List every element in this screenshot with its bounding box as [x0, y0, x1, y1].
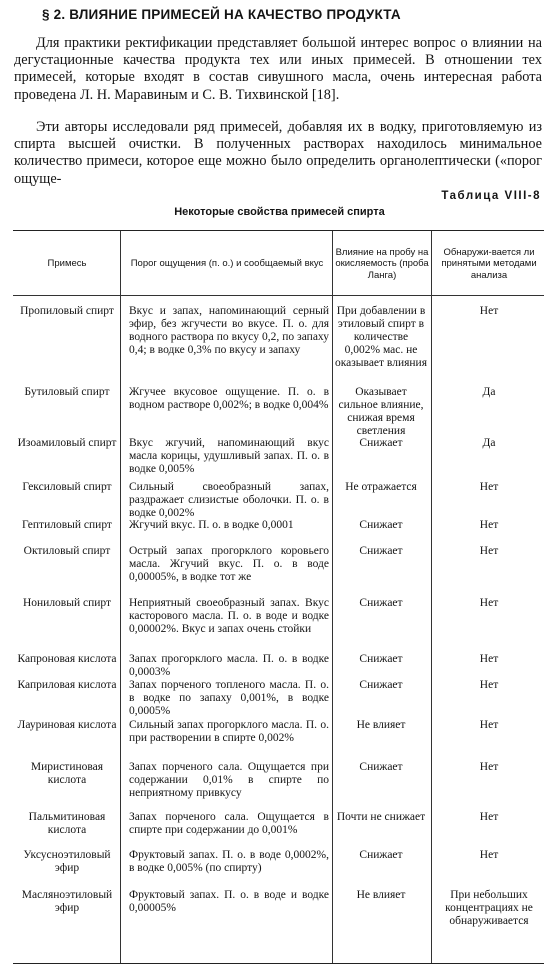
- row-name: Гептиловый спирт: [22, 519, 112, 531]
- row-lang: Не отражается: [345, 481, 417, 493]
- row-name: Уксусноэтиловый эфир: [23, 849, 111, 874]
- row-name: Масляноэтиловый эфир: [21, 889, 113, 914]
- table-divider: [332, 231, 333, 963]
- row-lang: Снижает: [359, 653, 403, 665]
- row-detected: Нет: [479, 811, 499, 823]
- row-threshold: Острый запах прогорклого коровьего масла. Жгучий вкус. П. о. в воде 0,00005%, в водке тот же: [129, 545, 329, 583]
- row-name: Миристиновая кислота: [30, 761, 104, 786]
- row-lang: Не влияет: [356, 889, 406, 901]
- row-threshold: Жгучее вкусовое ощущение. П. о. в водном растворе 0,002%; в водке 0,004%: [129, 386, 329, 411]
- row-threshold: Сильный своеобразный запах, раздражает слизистые оболочки. П. о. в водке 0,002%: [129, 481, 329, 519]
- table-caption: Таблица VIII-8: [441, 190, 541, 202]
- header-lang: Влияние на пробу на окисляемость (проба Ланга): [335, 246, 429, 281]
- header-detected: Обнаружи-вается ли принятыми методами анализа: [441, 246, 537, 281]
- row-detected: Да: [482, 386, 496, 398]
- impurities-table: [13, 230, 544, 964]
- header-rule: [13, 295, 544, 296]
- row-detected: Нет: [479, 481, 499, 493]
- row-name: Пропиловый спирт: [20, 305, 114, 317]
- row-detected: Нет: [479, 519, 499, 531]
- table-divider: [120, 231, 121, 963]
- row-lang: Оказывает сильное влияние, снижая время светления: [338, 386, 424, 437]
- row-threshold: Жгучий вкус. П. о. в водке 0,0001: [129, 519, 294, 531]
- row-detected: Нет: [479, 849, 499, 861]
- row-lang: Не влияет: [356, 719, 406, 731]
- row-threshold: Запах прогорклого масла. П. о. в водке 0,0003%: [129, 653, 329, 678]
- row-lang: Снижает: [359, 437, 403, 449]
- header-impurity: Примесь: [47, 258, 87, 270]
- row-name: Лауриновая кислота: [17, 719, 117, 731]
- row-lang: Снижает: [359, 679, 403, 691]
- row-threshold: Запах порченого топленого масла. П. о. в водке по запаху 0,001%, в водке 0,0005%: [129, 679, 329, 717]
- row-lang: Снижает: [359, 545, 403, 557]
- row-threshold: Фруктовый запах. П. о. в воде и водке 0,00005%: [129, 889, 329, 914]
- section-heading: § 2. ВЛИЯНИЕ ПРИМЕСЕЙ НА КАЧЕСТВО ПРОДУКТА: [42, 7, 401, 22]
- row-name: Бутиловый спирт: [24, 386, 110, 398]
- row-detected: Нет: [479, 719, 499, 731]
- row-lang: Снижает: [359, 519, 403, 531]
- row-name: Пальмитиновая кислота: [28, 811, 106, 836]
- row-lang: Снижает: [359, 849, 403, 861]
- paragraph-1: Для практики ректификации представляет большой интерес вопрос о влиянии на дегустационные качества продукта тех или иных примесей. В отношении тех примесей, которые входят в состав сивушного масла, очень интересная работа проведена Л. Н. Маравиным и С. В. Тихвинской [18].: [14, 35, 542, 103]
- row-threshold: Запах порченого сала. Ощущается в спирте при содержании до 0,001%: [129, 811, 329, 836]
- row-threshold: Вкус жгучий, напоминающий вкус масла корицы, удушливый запах. П. о. в водке 0,005%: [129, 437, 329, 475]
- row-threshold: Сильный запах прогорклого масла. П. о. при растворении в спирте 0,002%: [129, 719, 329, 744]
- table-divider: [431, 231, 432, 963]
- row-threshold: Запах порченого сала. Ощущается при содержании 0,01% в спирте по неприятному привкусу: [129, 761, 329, 799]
- row-detected: При небольших концентрациях не обнаруживается: [445, 889, 533, 927]
- row-detected: Нет: [479, 597, 499, 609]
- paragraph-2: Эти авторы исследовали ряд примесей, добавляя их в водку, приготовляемую из спирта высшей очистки. В полученных растворах находилось минимальное количество примеси, которое еще можно было определить органолептически («порог ощуще-: [14, 119, 542, 187]
- row-name: Октиловый спирт: [23, 545, 111, 557]
- row-detected: Нет: [479, 305, 499, 317]
- row-name: Изоамиловый спирт: [17, 437, 117, 449]
- row-lang: Снижает: [359, 597, 403, 609]
- table-title: Некоторые свойства примесей спирта: [174, 206, 385, 218]
- row-threshold: Фруктовый запах. П. о. в воде 0,0002%, в водке 0,005% (по спирту): [129, 849, 329, 874]
- row-lang: При добавлении в этиловый спирт в количестве 0,002% мас. не оказывает влияния: [335, 305, 427, 369]
- row-name: Каприловая кислота: [17, 679, 117, 691]
- row-lang: Снижает: [359, 761, 403, 773]
- row-detected: Нет: [479, 545, 499, 557]
- row-threshold: Вкус и запах, напоминающий серный эфир, без жгучести во вкусе. П. о. для водного раствора по вкусу 0,2, по запаху 0,4; в водке 0,3% по вкусу и запаху: [129, 305, 329, 356]
- row-detected: Нет: [479, 679, 499, 691]
- row-detected: Нет: [479, 653, 499, 665]
- header-threshold: Порог ощущения (п. о.) и сообщаемый вкус: [130, 258, 324, 270]
- row-detected: Да: [482, 437, 496, 449]
- row-name: Нониловый спирт: [22, 597, 112, 609]
- row-name: Капроновая кислота: [17, 653, 117, 665]
- row-detected: Нет: [479, 761, 499, 773]
- row-name: Гексиловый спирт: [22, 481, 112, 493]
- row-threshold: Неприятный своеобразный запах. Вкус касторового масла. П. о. в воде и водке 0,00002%. Вкус и запах очень стойки: [129, 597, 329, 635]
- row-lang: Почти не снижает: [336, 811, 426, 823]
